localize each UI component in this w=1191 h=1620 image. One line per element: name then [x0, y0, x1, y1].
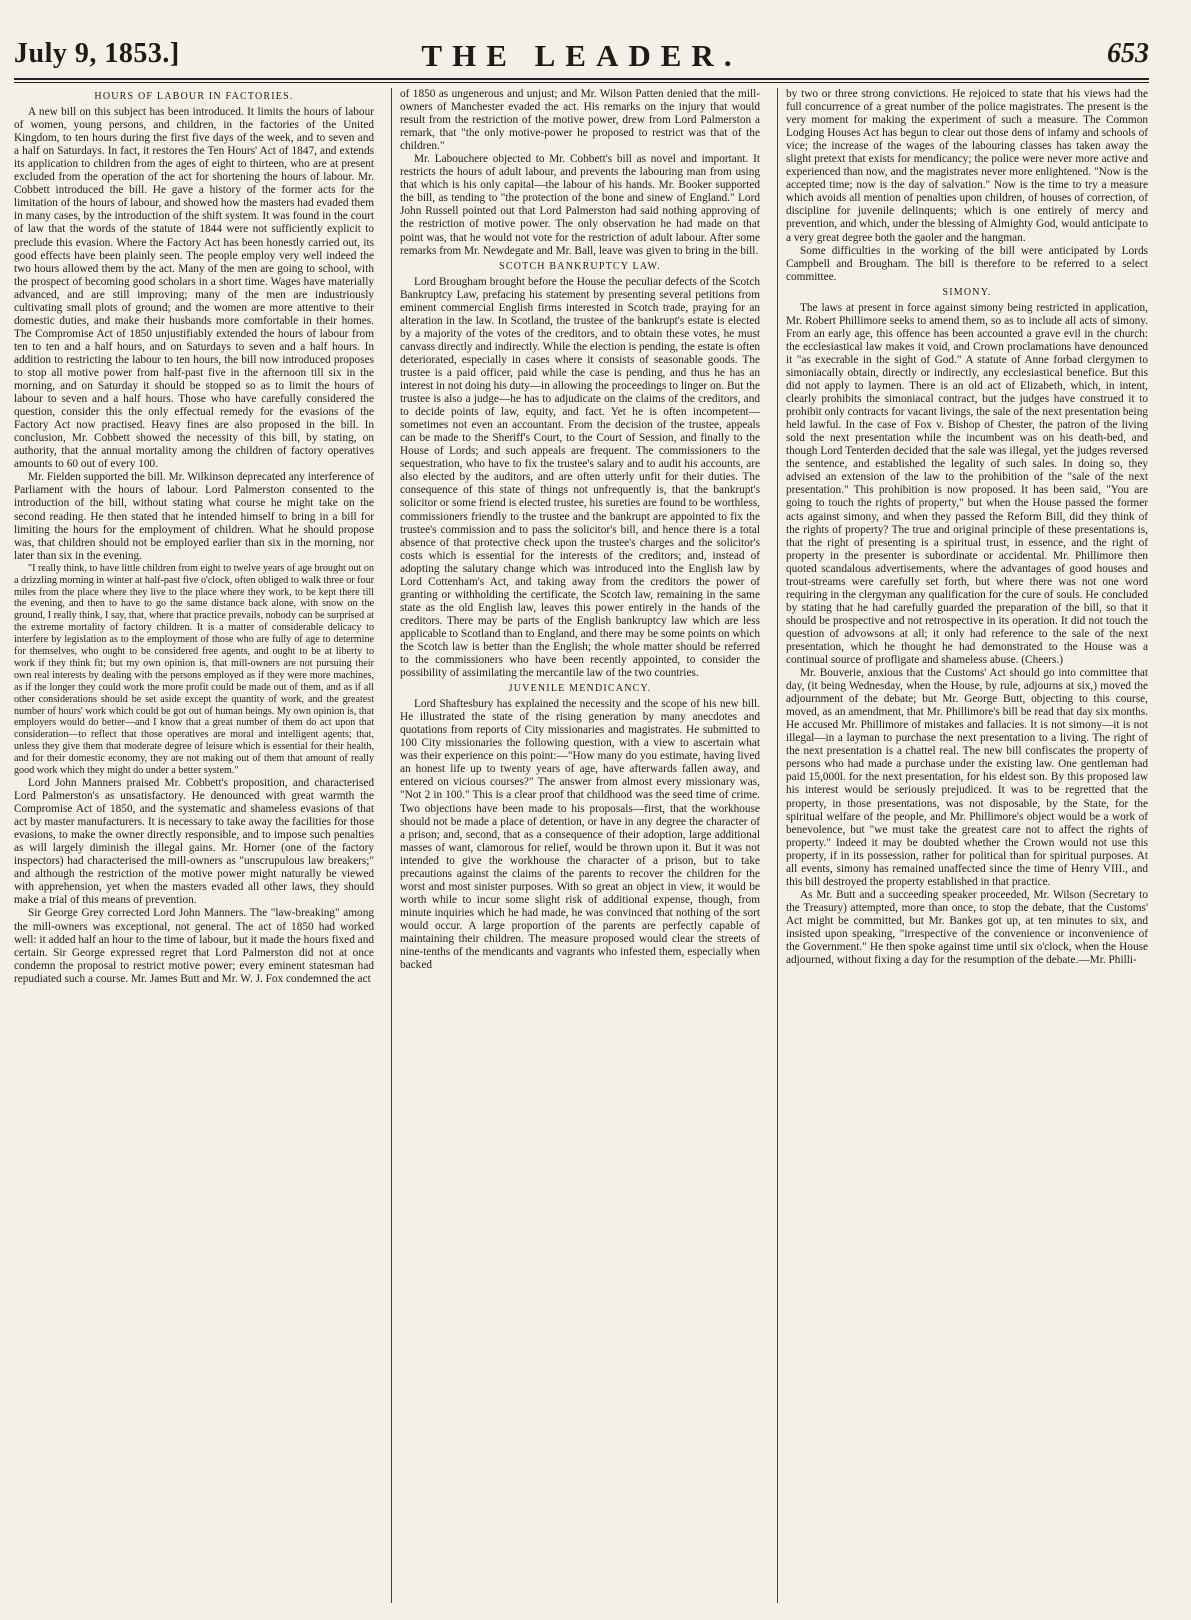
- page-number: 653: [1107, 38, 1149, 69]
- section-heading-scotch-bankruptcy: SCOTCH BANKRUPTCY LAW.: [499, 260, 661, 272]
- paragraph: Lord John Manners praised Mr. Cobbett's proposition, and characterised Lord Palmerston's as unsatisfactory. He denounced with great warmth the Compromise Act of 1850, and the systematic and shameless evasions of that act by master manufacturers. It is necessary to take away the facilities for those evasions, to make the owner directly responsible, and to impose such penalties as will largely diminish the illegal gains. Mr. Horner (one of the factory inspectors) had characterised the mill-owners as "unscrupulous law breakers;" and although the restriction of the motive power might naturally be viewed with apprehension, yet when the masters evaded all other laws, they should make a trial of this means of prevention.: [14, 777, 374, 907]
- column-3: [786, 88, 1148, 1603]
- paragraph: Some difficulties in the working of the bill were anticipated by Lords Campbell and Brougham. The bill is therefore to be referred to a select committee.: [786, 244, 1148, 283]
- header-rule-thin: [14, 82, 1149, 83]
- header-rule-thick: [14, 78, 1149, 80]
- column-divider: [391, 88, 392, 1603]
- paragraph: Mr. Labouchere objected to Mr. Cobbett's bill as novel and important. It restricts the hours of adult labour, and prevents the labouring man from using that which is his only capital—the labour of his hands. Mr. Booker supported the bill, as tending to "the protection of the bone and sinew of England." Lord John Russell pointed out that Lord Palmerston had said nothing approving of the restriction of motive power. The only observation he had made on that point was, that he would not vote for the restriction of adult labour. After some remarks from Mr. Newdegate and Mr. Ball, leave was given to bring in the bill.: [400, 153, 760, 257]
- column-divider: [777, 88, 778, 1603]
- paragraph: Lord Shaftesbury has explained the necessity and the scope of his new bill. He illustrated the state of the rising generation by many anecdotes and quotations from reports of City missionaries and magistrates. He submitted to 100 City missionaries the following question, with a view to ascertain what was their experience on this point:—"How many do you estimate, having lived an honest life up to twenty years of age, have afterwards fallen away, and entered on vicious courses?" The answer from almost every missionary was, "Not 2 in 100." This is a clear proof that childhood was the seed time of crime. Two objections have been made to his proposals—first, that the workhouse should not be made a place of detention, or have in any degree the character of a prison; and, second, that as a consequence of their adoption, large additional masses of want, clamorous for relief, would be thrown upon it. But it was not intended to give the workhouse the character of a prison, but to take precautions against the claims of the parents to recover the children for the worst and most sinister purposes. With so great an object in view, it would be worth while to incur some slight risk of additional expense, though, from minute inquiries which he had made, he was convinced that nothing of the sort would occur. A large proportion of the parents are perfectly capable of maintaining their children. The measure proposed would clear the streets of nine-tenths of the mendicants and vagrants who infested them, especially when backed: [400, 698, 760, 972]
- section-heading-juvenile-mendicancy: JUVENILE MENDICANCY.: [508, 683, 652, 695]
- paragraph-continued: by two or three strong convictions. He rejoiced to state that his views had the full concurrence of a great number of the police magistrates. The present is the very moment for making the experiment of such a measure. The Common Lodging Houses Act has begun to clear out those dens of infamy and schools of vice; the increase of the wages of the labouring classes has taken away the slight pretext that exists for mendicancy; the police were never more active and experienced than now, and the magistrates never more enlightened. "Now is the accepted time; now is the day of salvation." Now is the time to try a measure which avoids all mention of penalties upon children, of houses of correction, of discipline for juvenile delinquents; which is one entirely of mercy and prevention, and which, under the blessing of Almighty God, would anticipate to a very great degree both the gaoler and the hangman.: [786, 88, 1148, 244]
- paragraph: Sir George Grey corrected Lord John Manners. The "law-breaking" among the mill-owners was exceptional, not general. The act of 1850 had worked well: it added half an hour to the time of labour, but it made the hours fixed and certain. Sir George expressed regret that Lord Palmerston did not at once condemn the proposal to restrict motive power; every eminent statesman had repudiated such a course. Mr. James Butt and Mr. W. J. Fox condemned the act: [14, 907, 374, 985]
- masthead: [14, 38, 1149, 73]
- column-1: [14, 88, 374, 1603]
- quotation-block: "I really think, to have little children from eight to twelve years of age brought out on a drizzling morning in winter at half-past five o'clock, often obliged to walk three or four miles from the place where they live to the place where they work, to be kept there till the evening, and then to have to go the same distance back alone, with snow on the ground, I really think, I say, that, where that practice prevails, nobody can be surprised at the extreme mortality of factory children. It is a matter of considerable delicacy to interfere by legislation as to the employment of those who are fully of age to determine for themselves, who ought to be considered free agents, and ought to be at liberty to work if they think fit; but my own opinion is, that mill-owners are not pursuing their own real interests by dealing with the persons employed as if they were more machines, as if the longer they could work the more profit could be made out of them, and as if all other considerations should be set aside except the quantity of work, and the greatest number of hours' work which could be got out of human beings. My own opinion is, that employers would do better—and I know that a great number of them do act upon that consideration—to reflect that those operatives are moral and intelligent agents; that, unless they give them that moderate degree of leisure which is essential for their health, and for their domestic economy, they are not making out of them that amount of really good work which they might do under a better system.": [14, 562, 374, 777]
- column-2: [400, 88, 760, 1603]
- section-heading-simony: SIMONY.: [942, 286, 992, 298]
- paragraph: Lord Brougham brought before the House the peculiar defects of the Scotch Bankruptcy Law, prefacing his statement by presenting several petitions from eminent commercial English firms interested in Scotch trade, praying for an alteration in the law. In Scotland, the trustee of the bankrupt's estate is elected by a majority of the votes of the creditors, and to obtain these votes, he must canvass directly and indirectly. While the election is pending, the estate is often deteriorated, especially in cases where it consists of seasonable goods. The trustee is a paid officer, paid while the case is pending, and thus he has an interest in not doing his duty—in allowing the proceedings to linger on. But the trustee is also a judge—he has to adjudicate on the claims of the creditors, and to decide points of law, equity, and fact. Yet he is often incompetent—sometimes not even an accountant. From the decision of the trustee, appeals can be made to the Sheriff's Court, to the Court of Session, and finally to the House of Lords; and such appeals are frequent. The commissioners to the sequestration, who have to fix the trustee's salary and to audit his accounts, are also elected by the auditors, and are often utterly unfit for their duties. The consequence of this state of things not unfrequently is, that the bankrupt's solicitor or some friend is elected trustee, his sureties are found to be worthless, commissioners friendly to the trustee and the bankrupt are appointed to fix the trustee's commission and to pass the solicitor's bill, and hence there is a total absence of that protective check upon the trustee's charges and the solicitor's costs which is essential for the interests of the creditors; and, instead of adopting the salutary change which was introduced into the English law by Lord Cottenham's Act, and taking away from the creditors the power of granting or withholding the certificate, the Scotch law, remaining in the same state as the old English law, leaves this power entirely in the hands of the creditors. There may be parts of the English bankruptcy law which are less applicable to Scotland than to England, and there may be some points on which the Scotch law is better than the English; the whole matter should be referred to the commissioners who have been recently appointed, to consider the possibility of assimilating the mercantile law of the two countries.: [400, 275, 760, 680]
- paragraph: The laws at present in force against simony being restricted in application, Mr. Robert Phillimore seeks to amend them, so as to include all acts of simony. From an early age, this offence has been accounted a grave evil in the church: the ecclesiastical law makes it void, and Crown proclamations have denounced it "as execrable in the sight of God." A statute of Anne forbad clergymen to simoniacally obtain, directly or indirectly, any ecclesiastical benefice. But this did not apply to laymen. There is an old act of Elizabeth, which, in intent, clearly prohibits the simoniacal contract, but the judges have construed it to prohibit only contracts for vacant livings, the sale of the next presentation being held lawful. In the case of Fox v. Bishop of Chester, the patron of the living sold the next presentation while the incumbent was on his death-bed, and though Lord Tenterden decided that the sale was illegal, yet the judges reversed the sentence, and established the legality of such sales. In doing so, they advised an extension of the law to the prohibition of the "sale of the next presentation." This prohibition is now proposed. It has been said, "You are going to touch the rights of property," but when the House passed the former acts against simony, and when they passed the Reform Bill, did they think of the rights of property? The true and original principle of these presentations is, that the right of presenting is a spiritual trust, in essence, and the right of property in the presenter is subordinate or accidental. Mr. Phillimore then quoted scandalous advertisements, where the advantages of good houses and trout-streams were carefully set forth, but where there was not one word requiring in the clergyman any qualification for the cure of souls. He concluded by stating that he had carefully guarded the preparation of the bill, so that it should be prospective and not retrospective in its operation. It did not touch the question of advowsons at all; it only had reference to the sale of the next presentation, which he thought he had demonstrated to the House was a continual source of profligate and shameless abuse. (Cheers.): [786, 301, 1148, 667]
- issue-date: July 9, 1853.]: [14, 38, 180, 69]
- paragraph: As Mr. Butt and a succeeding speaker proceeded, Mr. Wilson (Secretary to the Treasury) attempted, more than once, to stop the debate, that the Customs' Act might be committed, but Mr. Bankes got up, at ten minutes to six, and insisted upon speaking, "irrespective of the convenience or inconvenience of the Government." He then spoke against time until six o'clock, when the House adjourned, without fixing a day for the resumption of the debate.—Mr. Philli-: [786, 888, 1148, 967]
- newspaper-title: THE LEADER.: [421, 38, 742, 73]
- paragraph: Mr. Fielden supported the bill. Mr. Wilkinson deprecated any interference of Parliament with the hours of labour. Lord Palmerston consented to the introduction of the bill, without stating what course he might take on the second reading. He then stated that he intended himself to bring in a bill for limiting the hours for the employment of children. What he should propose was, that children should not be employed earlier than six in the morning, nor later than six in the evening.: [14, 471, 374, 562]
- section-heading-factories: HOURS OF LABOUR IN FACTORIES.: [94, 91, 294, 102]
- paragraph: Mr. Bouverie, anxious that the Customs' Act should go into committee that day, (it being Wednesday, when the House, by rule, adjourns at six,) moved the adjournment of the debate; but Mr. George Butt, objecting to this course, moved, as an amendment, that Mr. Phillimore's bill be read that day six months. He accused Mr. Phillimore of mistakes and fallacies. It is not simony—it is not illegal—in a layman to purchase the next presentation to a living. The right of the next presentation is a chattel real. The new bill confiscates the property of persons who had made a purchase under the existing law. One gentleman had paid 15,000l. for the next presentation, for his eldest son. By this proposed law his interest would be seriously prejudiced. It was to be regretted that the property, in those presentations, was not disposable, by the State, for the spiritual welfare of the people, and Mr. Phillimore's object would be a work of benevolence, but "we must take the greatest care not to affect the rights of property." Indeed it may be doubted whether the Crown would not use this property, if in its possession, rather for political than for spiritual purposes. At all events, simony has remained unaffected since the time of Henry VIII., and this bill destroyed the property established in that practice.: [786, 667, 1148, 888]
- paragraph-continued: of 1850 as ungenerous and unjust; and Mr. Wilson Patten denied that the mill-owners of Manchester evaded the act. His remarks on the injury that would result from the restriction of the motive power, drew from Lord Palmerston a remark, that "the only motive-power he proposed to restrict was that of the children.": [400, 88, 760, 153]
- paragraph: A new bill on this subject has been introduced. It limits the hours of labour of women, young persons, and children, in the factories of the United Kingdom, to ten hours during the first five days of the week, and to seven and a half on Saturdays. In fact, it restores the Ten Hours' Act of 1847, and extends its application to children from the ages of eight to thirteen, who are at present excluded from the operation of the act for shortening the hours of labour. Mr. Cobbett introduced the bill. He gave a history of the former acts for the limitation of the hours of labour, and showed how the masters had evaded them in many cases, by the introduction of the shift system. It was found in the court of law that the words of the statute of 1844 were not sufficiently explicit to preclude this evasion. Where the Factory Act has been honestly carried out, its good effects have been plainly seen. The people employ very well indeed the two hours allowed them by the act. Many of the men are going to school, with the prospect of becoming good scholars in a short time. Wages have materially advanced, and are still improving; many of the men are industriously cultivating small plots of ground; and the women are more attentive to their domestic duties, and make their husbands more comfortable in their homes. The Compromise Act of 1850 unjustifiably extended the hours of labour from ten to ten and a half hours, and on Saturdays to seven and a half hours. In addition to restricting the labour to ten hours, the bill now introduced proposes to stop all motive power from half-past five in the afternoon till six in the morning, and on Saturday it should be stopped so as to limit the hours of labour to seven and a half hours. Those who have carefully considered the question, consider this the only effectual remedy for the evasions of the Factory Act now practised. Heavy fines are also proposed in the bill. In conclusion, Mr. Cobbett showed the necessity of this bill, by stating, on authority, that the annual mortality among the children of factory operatives amounts to 60 out of every 100.: [14, 106, 374, 471]
